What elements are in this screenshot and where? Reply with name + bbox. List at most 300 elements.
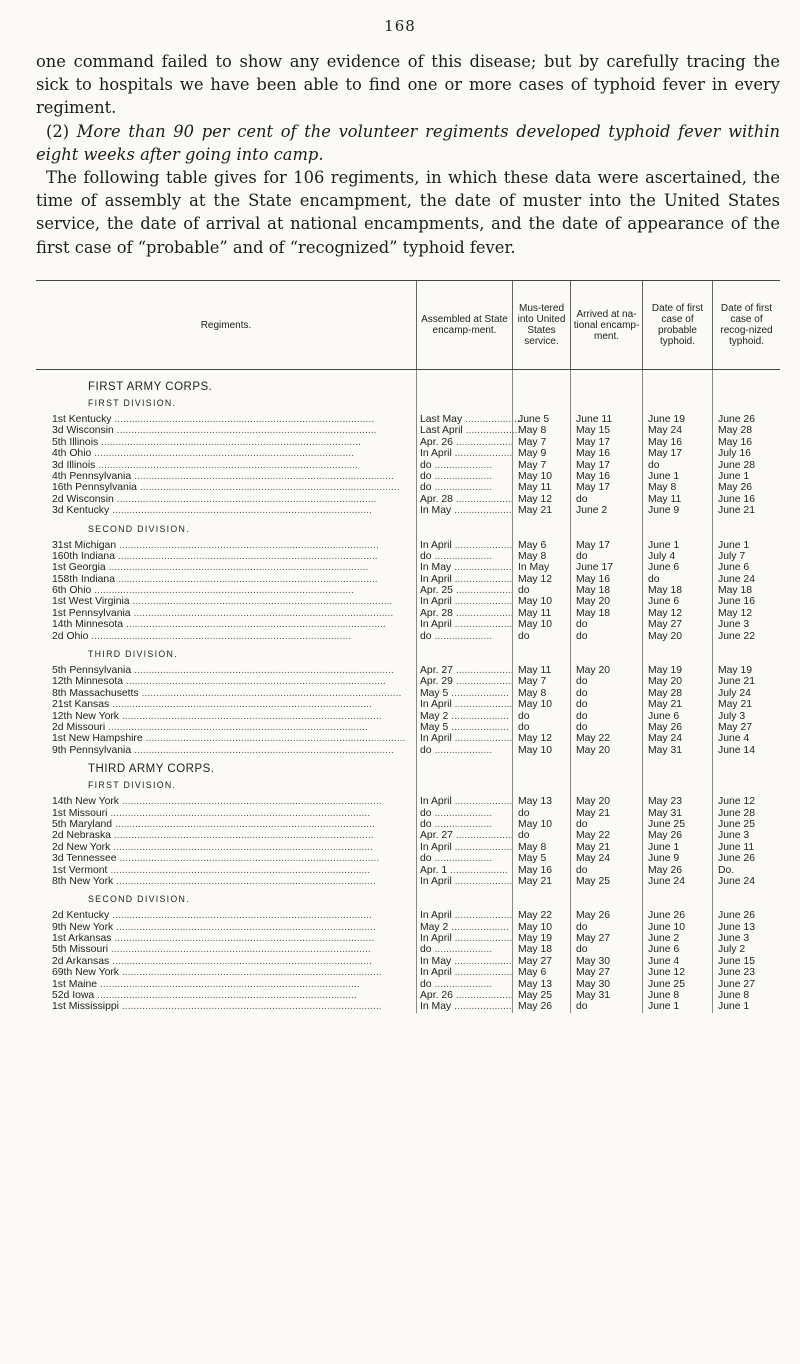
regiment-name: 8th New York [52, 875, 114, 887]
cell-value: May 18 [576, 607, 611, 619]
table-cell [642, 494, 712, 505]
table-cell [712, 619, 780, 630]
cell-value: In April [420, 875, 452, 887]
leader-dots: .......................................................................................... [119, 796, 382, 808]
table-cell [36, 796, 416, 807]
cell-value: June 1 [718, 470, 750, 482]
cell-value: June 3 [718, 933, 750, 945]
table-row [36, 1001, 780, 1012]
cell-value: May 17 [576, 482, 611, 494]
table-cell [642, 922, 712, 933]
table-cell [36, 574, 416, 585]
leader-dots: .................... [452, 585, 514, 597]
table-cell [712, 688, 780, 699]
cell-value: May 20 [576, 796, 611, 808]
cell-value: do [576, 493, 588, 505]
table-row [36, 425, 780, 436]
leader-dots: .................... [451, 955, 512, 967]
table-cell [36, 853, 416, 864]
table-cell [642, 596, 712, 607]
cell-value: May 8 [518, 841, 547, 853]
table-cell [416, 619, 512, 630]
cell-value: June 11 [576, 414, 613, 425]
cell-value: May 11 [648, 493, 682, 505]
leader-dots: .................... [451, 562, 512, 574]
table-cell [416, 688, 512, 699]
leader-dots: .......................................................................................... [97, 978, 360, 990]
table-cell [512, 910, 570, 921]
cell-value: June 26 [718, 414, 755, 425]
table-cell [416, 471, 512, 482]
table-cell [570, 471, 642, 482]
table-cell [642, 722, 712, 733]
table-cell [416, 910, 512, 921]
leader-dots: .......................................................................................... [119, 967, 382, 979]
table-cell [512, 796, 570, 807]
cell-value: In April [420, 796, 452, 808]
cell-value: Last May [420, 414, 463, 425]
cell-value: May 27 [518, 955, 553, 967]
regiments-table [36, 280, 780, 1013]
cell-value: June 8 [648, 990, 680, 1002]
table-cell [512, 842, 570, 853]
table-cell [570, 448, 642, 459]
cell-value: do [576, 710, 588, 722]
cell-value: May 8 [518, 687, 547, 699]
cell-value: May 31 [648, 744, 683, 756]
cell-value: do [576, 944, 588, 956]
table-row [36, 933, 780, 944]
table-cell [570, 665, 642, 676]
table-cell [570, 745, 642, 756]
table-row [36, 990, 780, 1001]
table-cell [642, 471, 712, 482]
cell-value: In April [420, 910, 452, 922]
table-cell [512, 876, 570, 887]
cell-value: Apr. 28 [420, 493, 453, 505]
table-cell [512, 596, 570, 607]
table-cell [512, 562, 570, 573]
table-cell [36, 425, 416, 436]
leader-dots: .......................................................................................... [111, 933, 375, 945]
table-cell [512, 967, 570, 978]
table-cell [416, 425, 524, 437]
leader-dots: .......................................................................................... [94, 990, 357, 1002]
table-cell [570, 853, 642, 864]
cell-value: do [518, 585, 530, 597]
table-cell [512, 448, 570, 459]
table-row [36, 540, 780, 551]
table-cell [642, 944, 712, 955]
table-cell [416, 865, 512, 876]
table-cell [416, 460, 512, 471]
header-regiments: Regiments. [200, 319, 252, 331]
regiment-name: 160th Indiana [52, 550, 115, 562]
table-cell [712, 922, 780, 933]
header-mustered: Mus-tered into United States service. [512, 281, 570, 369]
cell-value: May 8 [518, 550, 547, 562]
regiment-name: 5th Pennsylvania [52, 665, 132, 677]
table-cell [570, 990, 642, 1001]
leader-dots: .................... [448, 710, 509, 722]
cell-value: June 3 [718, 619, 750, 631]
table-row [36, 505, 780, 516]
table-cell [642, 619, 712, 630]
table-cell [712, 990, 780, 1001]
cell-value: do [518, 710, 530, 722]
table-row [36, 808, 780, 819]
cell-value: do [576, 721, 588, 733]
regiment-name: 3d Tennessee [52, 853, 117, 865]
table-cell [642, 830, 712, 841]
cell-value: May 17 [576, 436, 611, 448]
table-cell [416, 665, 512, 676]
leader-dots: .......................................................................................... [107, 807, 371, 819]
regiment-name: 2d Arkansas [52, 955, 110, 967]
cell-value: June 23 [718, 967, 755, 979]
table-row [36, 688, 780, 699]
division-heading: SECOND DIVISION. [88, 523, 190, 534]
leader-dots: .................... [431, 470, 493, 482]
cell-value: July 4 [648, 550, 676, 562]
table-cell [36, 733, 416, 744]
table-cell [36, 596, 416, 607]
cell-value: May 7 [518, 436, 547, 448]
cell-value: May 25 [576, 875, 611, 887]
table-cell [36, 688, 416, 699]
table-cell [570, 733, 642, 744]
cell-value: June 1 [718, 539, 750, 551]
table-cell [712, 551, 780, 562]
table-cell [512, 1001, 570, 1012]
cell-value: May 27 [648, 619, 683, 631]
table-row [36, 676, 780, 687]
table-cell [512, 574, 570, 585]
cell-value: May 7 [518, 459, 547, 471]
table-cell [36, 448, 416, 459]
table-cell [512, 688, 570, 699]
cell-value: do [518, 807, 530, 819]
cell-value: June 27 [718, 978, 755, 990]
table-cell [642, 425, 712, 436]
table-cell [712, 842, 780, 853]
table-cell [712, 540, 780, 551]
finding-number: (2) [46, 121, 70, 141]
table-cell [642, 608, 712, 619]
table-cell [712, 910, 780, 921]
cell-value: May 12 [518, 493, 553, 505]
table-cell [36, 608, 416, 619]
leader-dots: .......................................................................................... [110, 841, 374, 853]
table-cell [36, 676, 416, 687]
table-cell [512, 819, 570, 830]
table-cell [570, 933, 642, 944]
cell-value: June 9 [648, 505, 680, 517]
cell-value: May 26 [576, 910, 611, 922]
cell-value: May 19 [648, 665, 683, 677]
table-cell [712, 956, 780, 967]
table-cell [570, 979, 642, 990]
table-cell [36, 1001, 416, 1012]
table-cell [712, 979, 780, 990]
cell-value: do [420, 630, 432, 642]
table-cell [642, 699, 712, 710]
table-cell [416, 414, 523, 425]
cell-value: May 8 [518, 425, 547, 437]
table-cell [642, 956, 712, 967]
leader-dots: .......................................................................................... [142, 733, 406, 745]
cell-value: May 26 [718, 482, 753, 494]
leader-dots: .................... [451, 596, 513, 608]
table-cell [712, 865, 780, 876]
cell-value: do [518, 630, 530, 642]
table-cell [570, 819, 642, 830]
cell-value: July 7 [718, 550, 746, 562]
table-cell [36, 842, 416, 853]
leader-dots: .................... [431, 807, 493, 819]
table-cell [512, 494, 570, 505]
cell-value: May 21 [576, 841, 611, 853]
regiment-name: 5th Missouri [52, 944, 109, 956]
cell-value: May 18 [518, 944, 553, 956]
table-cell [570, 585, 642, 596]
leader-dots: .................... [431, 944, 493, 956]
cell-value: May 10 [518, 470, 553, 482]
cell-value: June 1 [648, 470, 680, 482]
table-cell [570, 956, 642, 967]
table-cell [416, 967, 512, 978]
cell-value: July 2 [718, 944, 746, 956]
table-cell [570, 876, 642, 887]
table-cell [712, 505, 780, 516]
cell-value: July 16 [718, 448, 751, 460]
table-cell [512, 979, 570, 990]
cell-value: June 22 [718, 630, 755, 642]
regiment-name: 69th New York [52, 967, 120, 979]
leader-dots: .......................................................................................... [109, 699, 372, 711]
header-recognized: Date of first case of recog-nized typhoid. [712, 281, 780, 369]
table-cell [416, 956, 512, 967]
table-cell [416, 482, 512, 493]
table-cell [712, 482, 780, 493]
table-cell [416, 1001, 512, 1012]
cell-value: June 1 [648, 1001, 680, 1013]
table-cell [36, 722, 416, 733]
table-row [36, 967, 780, 978]
table-cell [36, 745, 416, 756]
regiment-name: 16th Pennsylvania [52, 482, 137, 494]
leader-dots: .......................................................................................... [107, 864, 371, 876]
cell-value: May 31 [648, 807, 683, 819]
cell-value: June 24 [648, 875, 685, 887]
table-cell [570, 562, 642, 573]
table-row [36, 665, 780, 676]
table-cell [712, 1001, 780, 1012]
leader-dots: .................... [451, 796, 513, 808]
cell-value: May 18 [718, 585, 753, 597]
cell-value: June 2 [648, 933, 680, 945]
cell-value: In April [420, 699, 452, 711]
leader-dots: .................... [452, 607, 514, 619]
leader-dots: .......................................................................................... [91, 585, 354, 597]
table-row [36, 722, 780, 733]
cell-value: May 16 [648, 436, 683, 448]
table-cell [642, 865, 712, 876]
table-cell [512, 482, 570, 493]
table-cell [416, 505, 512, 516]
leader-dots: .................... [451, 933, 513, 945]
leader-dots: .......................................................................................... [118, 1001, 382, 1013]
cell-value: June 11 [718, 841, 755, 853]
cell-value: June 9 [648, 853, 680, 865]
table-row [36, 414, 780, 425]
table-cell [416, 842, 512, 853]
leader-dots: .......................................................................................... [109, 955, 372, 967]
leader-dots: .................... [451, 1001, 512, 1013]
table-cell [36, 414, 416, 425]
table-cell [416, 631, 512, 642]
table-cell [570, 796, 642, 807]
cell-value: May 12 [718, 607, 753, 619]
cell-value: do [420, 818, 432, 830]
cell-value: May 26 [518, 1001, 553, 1013]
table-cell [512, 699, 570, 710]
intro-paragraph-1: one command failed to show any evidence of this disease; but by carefully tracing the sick to hospitals we have been able to find one or more cases of typhoid fever in every regiment. [36, 52, 780, 118]
table-cell [570, 688, 642, 699]
cell-value: do [576, 619, 588, 631]
regiment-name: 2d Wisconsin [52, 493, 114, 505]
leader-dots: .......................................................................................... [123, 676, 386, 688]
table-cell [642, 551, 712, 562]
table-row [36, 471, 780, 482]
table-cell [512, 733, 570, 744]
intro-paragraph-3: The following table gives for 106 regiments, in which these data were ascertained, the time of assembly at the State encampment, the date of muster into the United States service, the date of arrival at national encampments, and the date of appearance of the first case of “probable” and of “recognized” typhoid fever. [36, 168, 780, 257]
cell-value: do [648, 573, 660, 585]
table-cell [512, 608, 570, 619]
leader-dots: .................... [451, 573, 513, 585]
cell-value: do [576, 1001, 588, 1013]
cell-value: May 10 [518, 596, 553, 608]
regiment-name: 1st Kentucky [52, 414, 112, 425]
table-cell [36, 910, 416, 921]
table-cell [712, 876, 780, 887]
table-cell [570, 540, 642, 551]
table-cell [36, 711, 416, 722]
table-cell [416, 876, 512, 887]
table-cell [36, 699, 416, 710]
cell-value: Do. [718, 864, 735, 876]
cell-value: May 12 [518, 733, 553, 745]
regiment-name: 3d Wisconsin [52, 425, 114, 437]
table-row [36, 585, 780, 596]
table-cell [712, 933, 780, 944]
leader-dots: .................... [452, 436, 514, 448]
cell-value: June 12 [718, 796, 755, 808]
table-cell [712, 733, 780, 744]
table-cell [570, 482, 642, 493]
table-cell [36, 482, 416, 493]
cell-value: In May [420, 562, 452, 574]
table-cell [416, 494, 512, 505]
table-cell [416, 437, 512, 448]
table-cell [712, 722, 780, 733]
intro-text [36, 50, 780, 259]
cell-value: May 17 [576, 539, 611, 551]
table-cell [36, 619, 416, 630]
cell-value: May 20 [576, 665, 611, 677]
leader-dots: .......................................................................................... [105, 721, 368, 733]
regiment-name: 1st Mississippi [52, 1001, 119, 1013]
table-cell [512, 830, 570, 841]
intro-paragraph-2 [36, 120, 780, 166]
table-cell [642, 819, 712, 830]
leader-dots: .......................................................................................... [108, 944, 371, 956]
table-cell [712, 819, 780, 830]
cell-value: May 7 [518, 676, 547, 688]
table-cell [416, 933, 512, 944]
cell-value: May 16 [718, 436, 753, 448]
table-cell [642, 414, 712, 425]
table-cell [712, 471, 780, 482]
table-cell [512, 414, 570, 425]
leader-dots: .......................................................................................... [138, 687, 402, 699]
cell-value: In May [420, 1001, 452, 1013]
cell-value: June 15 [718, 955, 755, 967]
cell-value: do [576, 818, 588, 830]
table-cell [512, 471, 570, 482]
table-cell [642, 574, 712, 585]
table-body [36, 370, 780, 1013]
cell-value: do [576, 687, 588, 699]
regiment-name: 1st Pennsylvania [52, 607, 131, 619]
table-cell [416, 745, 512, 756]
regiment-name: 1st Georgia [52, 562, 106, 574]
table-cell [512, 505, 570, 516]
page-number: 168 [384, 17, 416, 35]
table-cell [416, 540, 512, 551]
table-cell [712, 808, 780, 819]
cell-value: May 13 [518, 978, 553, 990]
cell-value: May 15 [576, 425, 611, 437]
table-cell [642, 1001, 712, 1012]
cell-value: June 1 [648, 539, 680, 551]
cell-value: June 24 [718, 875, 755, 887]
cell-value: May 26 [648, 830, 683, 842]
regiment-name: 2d New York [52, 841, 111, 853]
table-row [36, 876, 780, 887]
table-cell [36, 631, 416, 642]
leader-dots: .......................................................................................... [105, 562, 369, 574]
leader-dots: .................... [431, 818, 493, 830]
table-cell [712, 585, 780, 596]
cell-value: do [420, 744, 432, 756]
cell-value: May 21 [576, 807, 611, 819]
leader-dots: .......................................................................................... [109, 910, 372, 922]
table-cell [36, 551, 416, 562]
table-cell [570, 699, 642, 710]
leader-dots: .................... [451, 505, 512, 517]
cell-value: do [576, 550, 588, 562]
leader-dots: .................... [451, 875, 513, 887]
table-row [36, 448, 780, 459]
cell-value: May 26 [648, 721, 683, 733]
table-cell [36, 562, 416, 573]
cell-value: May 12 [518, 573, 553, 585]
table-cell [570, 676, 642, 687]
cell-value: May 19 [718, 665, 753, 677]
leader-dots: .......................................................................................... [112, 818, 375, 830]
table-cell [512, 437, 570, 448]
